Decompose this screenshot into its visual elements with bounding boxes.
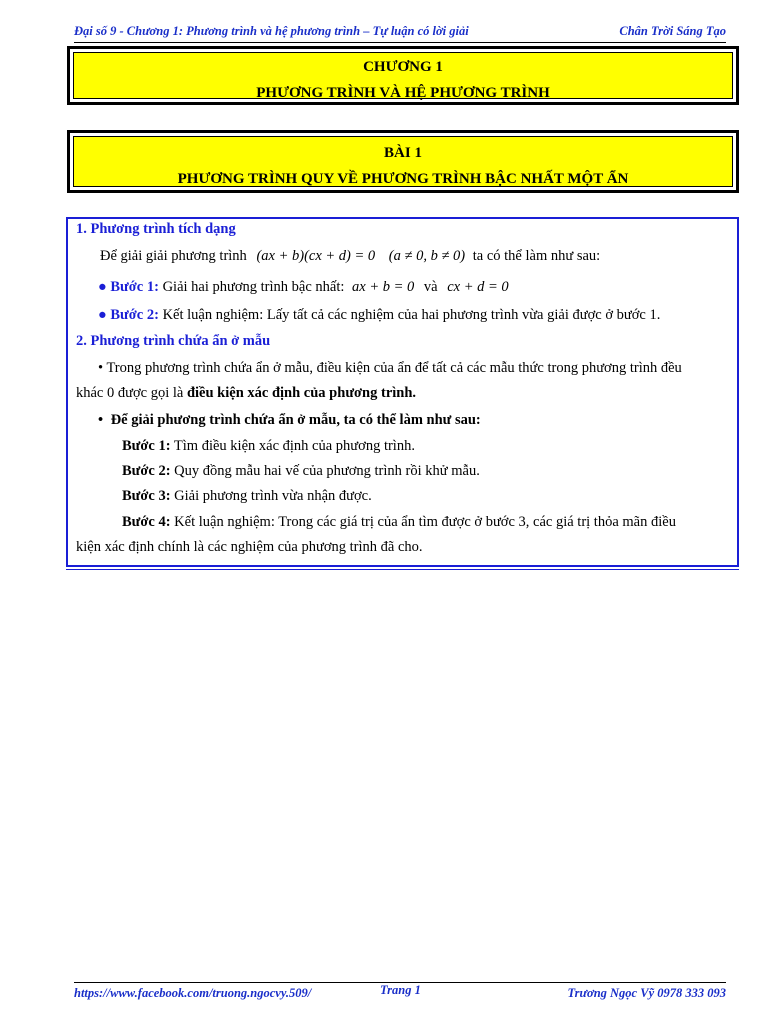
bullet-icon: ● <box>98 307 107 323</box>
bullet-icon: ● <box>98 279 107 295</box>
section2-heading: 2. Phương trình chứa ẩn ở mẫu <box>76 333 271 349</box>
chapter-title-box <box>67 46 739 105</box>
lesson-title-box <box>67 130 739 193</box>
section2-step4-cont: kiện xác định chính là các nghiệm của phương trình đã cho. <box>76 539 423 555</box>
step-text: Giải phương trình vừa nhận được. <box>174 488 372 504</box>
para-text: Trong phương trình chứa ẩn ở mẫu, điều kiện của ẩn để tất cả các mẫu thức trong phương trình đều <box>106 360 682 376</box>
page-number: Trang 1 <box>380 983 421 997</box>
section2-para2 <box>98 412 737 429</box>
page-footer <box>74 982 726 1003</box>
header-series: Chân Trời Sáng Tạo <box>619 24 726 38</box>
intro-text: Để giải giải phương trình <box>100 248 247 264</box>
lesson-number: BÀI 1 <box>384 145 422 161</box>
step-label: Bước 2: <box>122 463 171 479</box>
step-label: Bước 3: <box>122 488 171 504</box>
section1-step1 <box>98 279 737 296</box>
step1-and: và <box>423 279 438 295</box>
section2-step4 <box>122 514 737 531</box>
section2-para1-line2 <box>76 385 737 402</box>
step-label: Bước 4: <box>122 514 171 530</box>
page-header <box>74 24 726 43</box>
section1-heading: 1. Phương trình tích dạng <box>76 221 236 237</box>
bullet-icon: • <box>98 360 104 376</box>
section1-intro <box>100 248 737 265</box>
section2-step1 <box>122 438 737 455</box>
theory-box <box>66 217 739 567</box>
zero-value: 0 <box>107 385 115 401</box>
section2-para1-line1 <box>98 360 737 377</box>
step1-equation-2: cx + d = 0 <box>447 279 509 295</box>
section2-step3 <box>122 488 737 505</box>
step-label: Bước 1: <box>122 438 171 454</box>
chapter-number: CHƯƠNG 1 <box>363 59 443 75</box>
header-title: Đại số 9 - Chương 1: Phương trình và hệ phương trình – Tự luận có lời giải <box>74 24 469 38</box>
lesson-title: PHƯƠNG TRÌNH QUY VỀ PHƯƠNG TRÌNH BẬC NHẤT MỘT ẨN <box>177 171 629 187</box>
definition-term: điều kiện xác định của phương trình. <box>186 385 417 401</box>
footer-link[interactable]: https://www.facebook.com/truong.ngocvy.509/ <box>74 986 312 1000</box>
section2-step2 <box>122 463 737 480</box>
step-text: Kết luận nghiệm: Trong các giá trị của ẩn tìm được ở bước 3, các giá trị thỏa mãn điều <box>174 514 676 530</box>
step-label: Bước 1: <box>110 279 159 295</box>
para-text: khác <box>76 385 104 401</box>
step-text: Quy đồng mẫu hai vế của phương trình rồi khử mẫu. <box>174 463 480 479</box>
bullet-icon: • <box>98 412 104 428</box>
section1-step2 <box>98 307 737 324</box>
step-text: Tìm điều kiện xác định của phương trình. <box>173 438 415 454</box>
para-text: được gọi là <box>117 385 184 401</box>
intro-tail: ta có thể làm như sau: <box>472 248 601 264</box>
para-text: Để giải phương trình chứa ẩn ở mẫu, ta có thể làm như sau: <box>110 412 481 428</box>
step-text: Giải hai phương trình bậc nhất: <box>162 279 345 295</box>
step-label: Bước 2: <box>110 307 159 323</box>
footer-author: Trương Ngọc Vỹ 0978 333 093 <box>567 986 726 1000</box>
step1-equation-1: ax + b = 0 <box>352 279 415 295</box>
intro-equation: (ax + b)(cx + d) = 0 <box>256 248 376 264</box>
chapter-title: PHƯƠNG TRÌNH VÀ HỆ PHƯƠNG TRÌNH <box>256 85 550 101</box>
intro-condition: (a ≠ 0, b ≠ 0) <box>388 248 466 264</box>
step-text: Kết luận nghiệm: Lấy tất cả các nghiệm của hai phương trình vừa giải được ở bước 1. <box>162 307 661 323</box>
